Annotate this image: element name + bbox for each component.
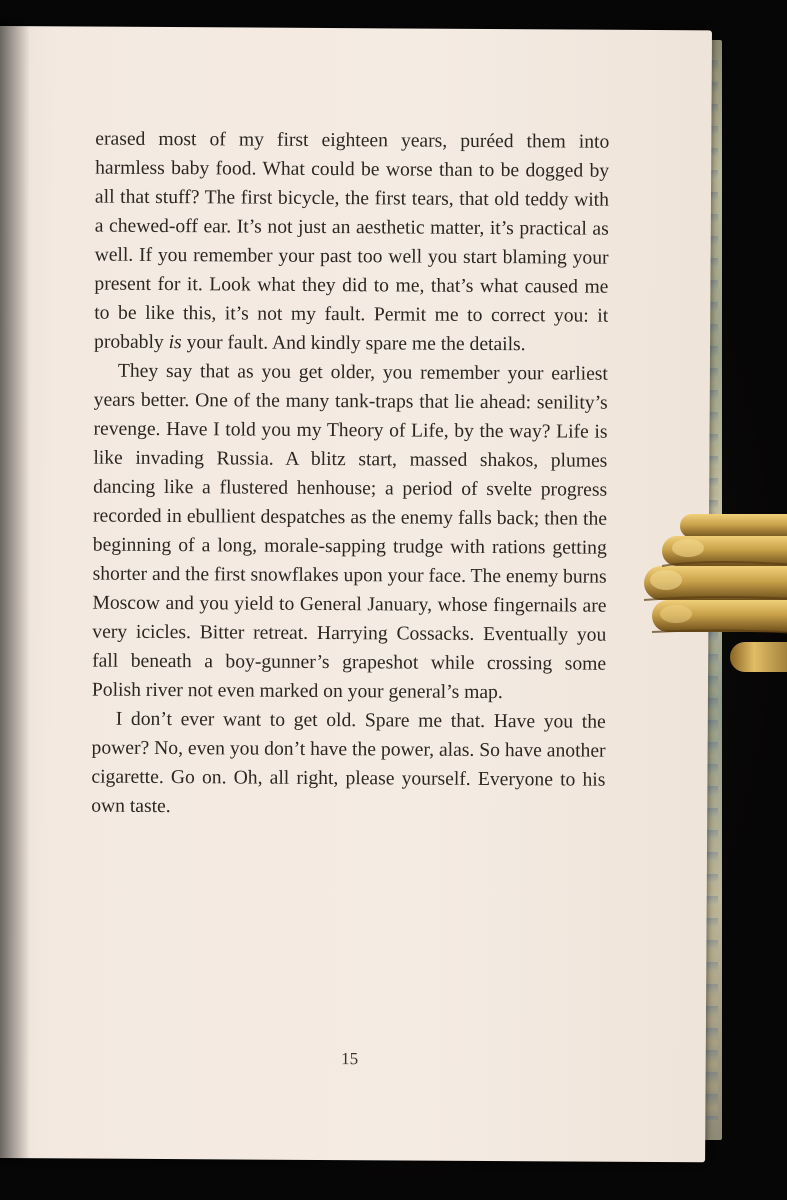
paragraph-1 [94,125,609,360]
paragraph-1-end: your fault. And kindly spare me the details. [181,332,526,356]
page-text [91,125,609,824]
paragraph-2: They say that as you get older, you remember your earliest years better. One of the many tank-traps that lie ahead: senility’s revenge. Have I told you my Theory of Life, by the way? Life is like invading Russia. A blitz start, massed shakos, plumes dancing like a flustered henhouse; a period of svelte progress recorded in ebullient despatches as the enemy falls back; then the beginning of a long, morale-sapping trudge with rations getting shorter and the first snowflakes upon your face. The enemy burns Moscow and you yield to General January, whose fingernails are very icicles. Bitter retreat. Harrying Cossacks. Eventually you fall beneath a boy-gunner’s grapeshot while crossing some Polish river not even marked on your general’s map. [91,360,608,704]
brass-hand-icon [640,510,787,680]
paragraph-1-start: erased most of my first eighteen years, puréed them into harmless baby food. What could be worse than to be dogged by all that stuff? The first bicycle, the first tears, that old teddy with a chewed-off ear. It’s not just an aesthetic matter, it’s practical as well. If you remember your past too well you start blaming your present for it. Look what they did to me, that’s what caused me to be like this, it’s not my fault. Permit me to correct you: it probably [94,128,610,354]
book-page [0,26,712,1162]
spine-shadow [0,20,30,1160]
paragraph-3: I don’t ever want to get old. Spare me that. Have you the power? No, even you don’t have the power, alas. So have another cigarette. Go on. Oh, all right, please yourself. Everyone to his own taste. [91,708,606,818]
page-number: 15 [341,1049,359,1069]
emphasized-word: is [168,332,182,354]
